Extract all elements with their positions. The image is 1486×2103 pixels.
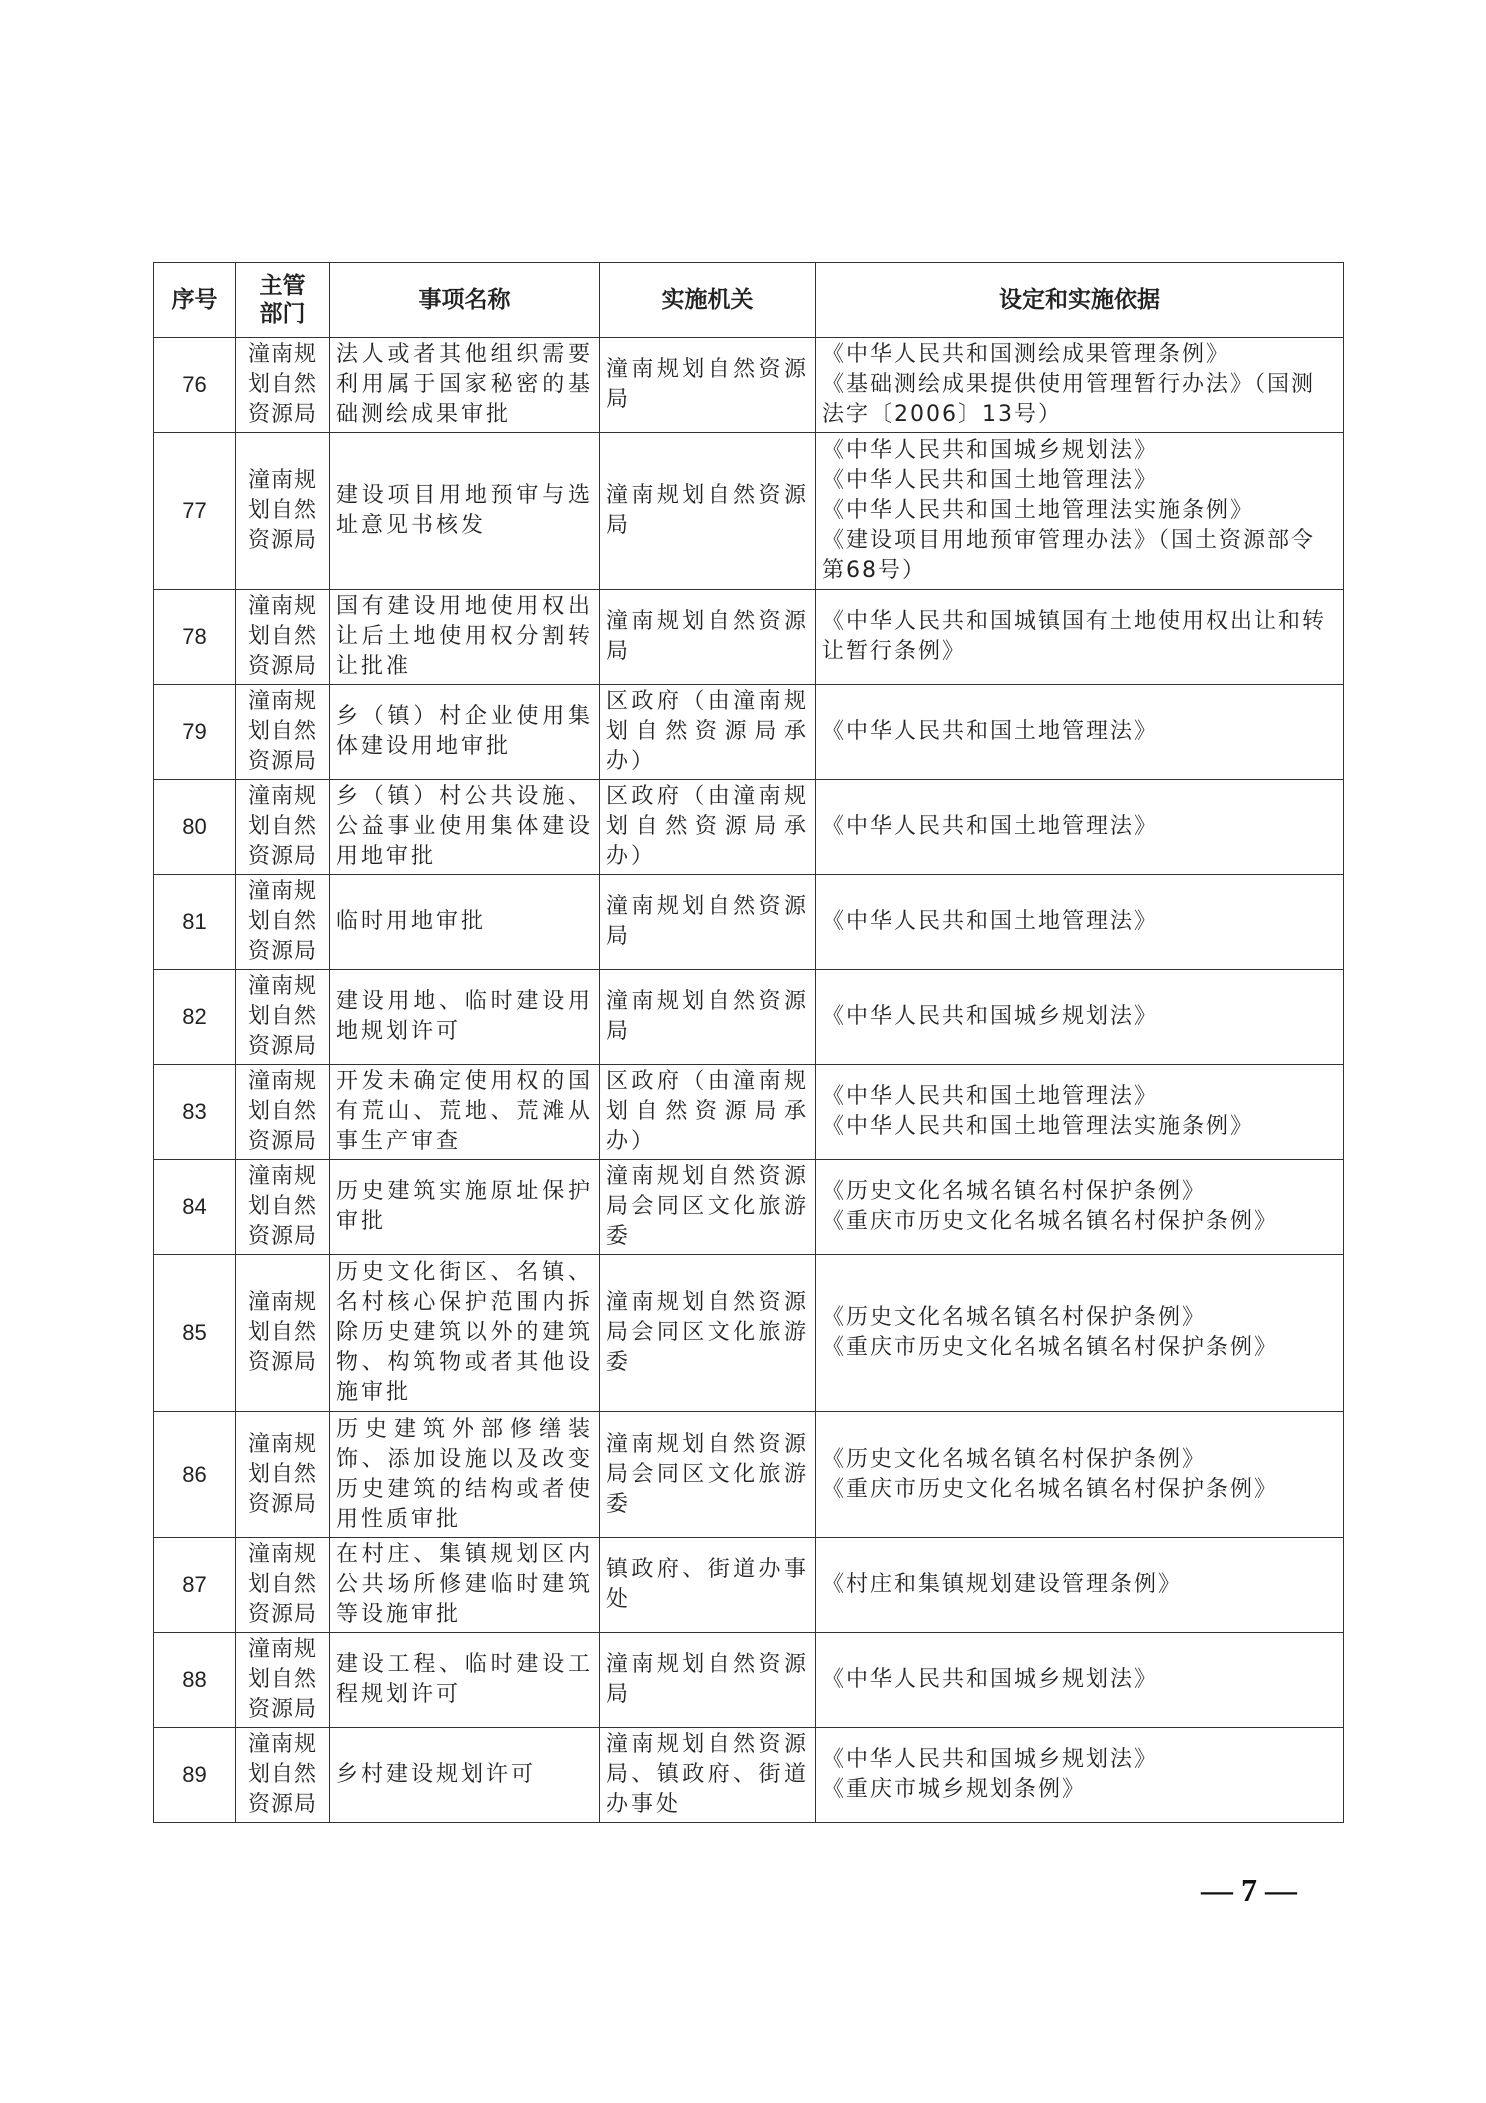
row-org: 潼南规划自然资源局、镇政府、街道办事处 <box>600 1728 816 1823</box>
row-org: 潼南规划自然资源局会同区文化旅游委 <box>600 1255 816 1412</box>
row-dept: 潼南规划自然资源局 <box>236 1255 330 1412</box>
table-row <box>154 875 1344 970</box>
basis-line: 《中华人民共和国城乡规划法》 <box>822 1004 1159 1029</box>
table-header-row <box>154 263 1344 338</box>
row-basis <box>816 1633 1344 1728</box>
row-basis <box>816 780 1344 875</box>
row-item-name: 建设用地、临时建设用地规划许可 <box>330 970 600 1065</box>
row-dept: 潼南规划自然资源局 <box>236 1065 330 1160</box>
row-seq: 83 <box>154 1065 236 1160</box>
table-row <box>154 433 1344 590</box>
basis-line: 《中华人民共和国土地管理法》 <box>822 468 1159 493</box>
row-org: 镇政府、街道办事处 <box>600 1538 816 1633</box>
row-item-name: 临时用地审批 <box>330 875 600 970</box>
header-basis: 设定和实施依据 <box>816 263 1344 338</box>
row-seq: 87 <box>154 1538 236 1633</box>
row-seq: 84 <box>154 1160 236 1255</box>
basis-line: 《历史文化名城名镇名村保护条例》 <box>822 1446 1207 1472</box>
table-row <box>154 1255 1344 1412</box>
row-basis <box>816 1728 1344 1823</box>
row-dept: 潼南规划自然资源局 <box>236 1160 330 1255</box>
basis-line: 《重庆市城乡规划条例》 <box>822 1777 1087 1802</box>
row-org: 潼南规划自然资源局会同区文化旅游委 <box>600 1412 816 1538</box>
header-dept-text: 主管部门 <box>259 273 306 327</box>
row-item-name: 法人或者其他组织需要利用属于国家秘密的基础测绘成果审批 <box>330 338 600 433</box>
table-row <box>154 338 1344 433</box>
table-body <box>154 338 1344 1823</box>
basis-line: 《中华人民共和国土地管理法实施条例》 <box>822 498 1255 523</box>
items-table <box>153 262 1344 1823</box>
row-seq: 79 <box>154 685 236 780</box>
row-dept: 潼南规划自然资源局 <box>236 970 330 1065</box>
page-number: — 7 — <box>1201 1872 1297 1908</box>
basis-line: 《建设项目用地预审管理办法》（国土资源部令第68号） <box>822 528 1316 583</box>
row-basis <box>816 685 1344 780</box>
row-item-name: 建设项目用地预审与选址意见书核发 <box>330 433 600 590</box>
row-item-name: 历史建筑外部修缮装饰、添加设施以及改变历史建筑的结构或者使用性质审批 <box>330 1412 600 1538</box>
row-org: 潼南规划自然资源局 <box>600 875 816 970</box>
row-basis <box>816 875 1344 970</box>
basis-line: 《中华人民共和国土地管理法》 <box>822 1084 1159 1109</box>
basis-line: 《中华人民共和国土地管理法》 <box>822 719 1159 744</box>
row-seq: 78 <box>154 590 236 685</box>
basis-line: 《中华人民共和国土地管理法》 <box>822 909 1159 934</box>
row-item-name: 乡（镇）村公共设施、公益事业使用集体建设用地审批 <box>330 780 600 875</box>
row-item-name: 在村庄、集镇规划区内公共场所修建临时建筑等设施审批 <box>330 1538 600 1633</box>
table-row <box>154 1160 1344 1255</box>
table-row <box>154 1538 1344 1633</box>
basis-line: 《中华人民共和国城乡规划法》 <box>822 1747 1159 1772</box>
header-item: 事项名称 <box>330 263 600 338</box>
row-basis <box>816 1065 1344 1160</box>
row-dept: 潼南规划自然资源局 <box>236 685 330 780</box>
table-row <box>154 685 1344 780</box>
row-basis <box>816 433 1344 590</box>
row-seq: 89 <box>154 1728 236 1823</box>
basis-line: 《重庆市历史文化名城名镇名村保护条例》 <box>822 1335 1279 1360</box>
basis-line: 《基础测绘成果提供使用管理暂行办法》（国测法字〔2006〕13号） <box>822 372 1316 427</box>
row-org: 区政府（由潼南规划自然资源局承办） <box>600 780 816 875</box>
basis-line: 《村庄和集镇规划建设管理条例》 <box>822 1572 1183 1597</box>
row-dept: 潼南规划自然资源局 <box>236 1728 330 1823</box>
row-basis <box>816 590 1344 685</box>
basis-line: 《中华人民共和国土地管理法》 <box>822 814 1159 839</box>
table-row <box>154 1633 1344 1728</box>
row-dept: 潼南规划自然资源局 <box>236 1412 330 1538</box>
row-item-name: 国有建设用地使用权出让后土地使用权分割转让批准 <box>330 590 600 685</box>
row-org: 区政府（由潼南规划自然资源局承办） <box>600 685 816 780</box>
row-org: 潼南规划自然资源局 <box>600 1633 816 1728</box>
row-basis <box>816 1412 1344 1538</box>
header-dept <box>236 263 330 338</box>
row-dept: 潼南规划自然资源局 <box>236 433 330 590</box>
row-basis <box>816 970 1344 1065</box>
basis-line: 《中华人民共和国城乡规划法》 <box>822 1667 1159 1692</box>
basis-line: 《重庆市历史文化名城名镇名村保护条例》 <box>822 1209 1279 1234</box>
header-org: 实施机关 <box>600 263 816 338</box>
row-org: 潼南规划自然资源局 <box>600 338 816 433</box>
row-item-name: 开发未确定使用权的国有荒山、荒地、荒滩从事生产审查 <box>330 1065 600 1160</box>
row-item-name: 乡村建设规划许可 <box>330 1728 600 1823</box>
row-dept: 潼南规划自然资源局 <box>236 1538 330 1633</box>
row-seq: 88 <box>154 1633 236 1728</box>
row-dept: 潼南规划自然资源局 <box>236 338 330 433</box>
row-seq: 76 <box>154 338 236 433</box>
row-dept: 潼南规划自然资源局 <box>236 1633 330 1728</box>
row-dept: 潼南规划自然资源局 <box>236 875 330 970</box>
row-org: 潼南规划自然资源局 <box>600 590 816 685</box>
row-seq: 82 <box>154 970 236 1065</box>
row-org: 潼南规划自然资源局 <box>600 433 816 590</box>
basis-line: 《重庆市历史文化名城名镇名村保护条例》 <box>822 1476 1279 1502</box>
table-row <box>154 1412 1344 1538</box>
table-row <box>154 590 1344 685</box>
row-org: 潼南规划自然资源局会同区文化旅游委 <box>600 1160 816 1255</box>
row-seq: 77 <box>154 433 236 590</box>
row-basis <box>816 1538 1344 1633</box>
table-row <box>154 1728 1344 1823</box>
row-seq: 86 <box>154 1412 236 1538</box>
header-seq: 序号 <box>154 263 236 338</box>
row-dept: 潼南规划自然资源局 <box>236 780 330 875</box>
row-seq: 85 <box>154 1255 236 1412</box>
basis-line: 《中华人民共和国测绘成果管理条例》 <box>822 342 1231 367</box>
row-basis <box>816 338 1344 433</box>
basis-line: 《中华人民共和国城镇国有土地使用权出让和转让暂行条例》 <box>822 609 1327 664</box>
row-item-name: 建设工程、临时建设工程规划许可 <box>330 1633 600 1728</box>
row-basis <box>816 1160 1344 1255</box>
table-row <box>154 1065 1344 1160</box>
row-item-name: 历史建筑实施原址保护审批 <box>330 1160 600 1255</box>
basis-line: 《历史文化名城名镇名村保护条例》 <box>822 1179 1207 1204</box>
row-item-name: 历史文化街区、名镇、名村核心保护范围内拆除历史建筑以外的建筑物、构筑物或者其他设施审批 <box>330 1255 600 1412</box>
basis-line: 《中华人民共和国土地管理法实施条例》 <box>822 1114 1255 1139</box>
row-seq: 80 <box>154 780 236 875</box>
row-dept: 潼南规划自然资源局 <box>236 590 330 685</box>
basis-line: 《中华人民共和国城乡规划法》 <box>822 438 1159 463</box>
table-row <box>154 970 1344 1065</box>
row-item-name: 乡（镇）村企业使用集体建设用地审批 <box>330 685 600 780</box>
row-org: 潼南规划自然资源局 <box>600 970 816 1065</box>
table-row <box>154 780 1344 875</box>
row-org: 区政府（由潼南规划自然资源局承办） <box>600 1065 816 1160</box>
row-basis <box>816 1255 1344 1412</box>
basis-line: 《历史文化名城名镇名村保护条例》 <box>822 1305 1207 1330</box>
row-seq: 81 <box>154 875 236 970</box>
